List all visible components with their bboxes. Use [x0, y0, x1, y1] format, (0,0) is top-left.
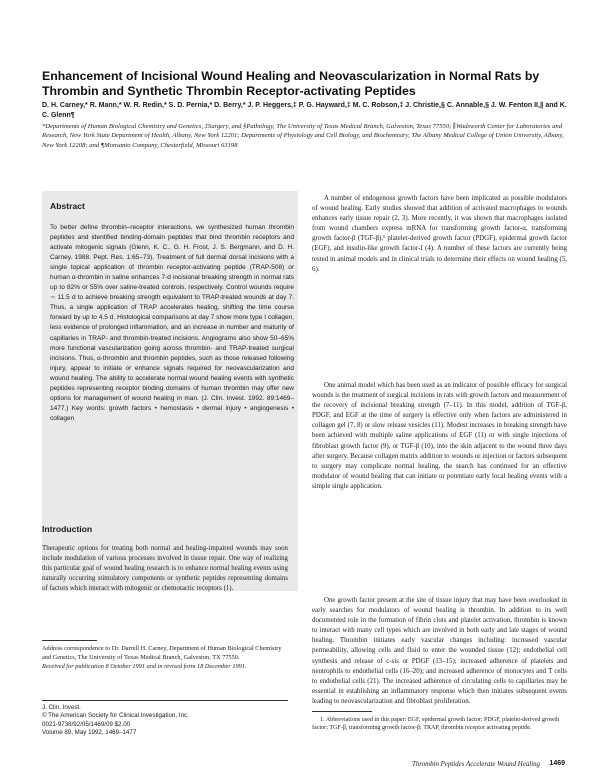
- right-paragraph-1: A number of endogenous growth factors have been implicated as possible modulators of wound healing. Early studies showed that addition of activated macrophages to wounds enhances early tissue repair (2, 3). More recently, it was shown that macrophages isolated from wound chambers express mRNA for transforming growth factor-α, transforming growth factor-β (TGF-β),¹ platelet-derived growth factor (PDGF), epidermal growth factor (EGF), and insulin-like growth factor-I (4). A number of these factors are currently being tested in animal models and in clinical trials to determine their effects on wound healing (5, 6).: [312, 195, 567, 273]
- volume-line: Volume 89, May 1992, 1469–1477: [42, 728, 137, 736]
- page-number: 1469: [549, 760, 565, 767]
- introduction-heading: Introduction: [42, 524, 93, 534]
- footnote-rule: [312, 711, 372, 712]
- running-title: Thrombin Peptides Accelerate Wound Healing: [412, 761, 540, 768]
- author-affiliations: *Departments of Human Biological Chemistry and Genetics, ‡Surgery, and §Pathology, The University of Texas Medical Branch, Galveston, Texas 77550; ∥Wadsworth Center for Laboratories and Research, New York State Department of Health, Albany, New York 12201; Departments of Physiology and Cell Biology, and Biochemistry, The Albany Medical College of Union University, Albany, New York 12208; and ¶Monsanto Company, Chesterfield, Missouri 63198: [42, 123, 564, 149]
- publication-info: [42, 704, 288, 737]
- journal-name: J. Clin. Invest.: [42, 704, 81, 711]
- received-date: Received for publication 8 October 1991 and in revised form 18 December 1991.: [42, 662, 247, 670]
- abstract-heading: Abstract: [50, 201, 85, 211]
- footnote: 1. Abbreviations used in this paper: EGF, epidermal growth factor; PDGF, platelet-derived growth factor; TGF-β, transforming growth factor-β; TRAP, thrombin receptor activating peptide.: [312, 717, 560, 732]
- address-text: Address correspondence to Dr. Darrell H. Carney, Department of Human Biological Chemistry and Genetics, The University of Texas Medical Branch, Galveston, TX 77550.: [42, 645, 282, 661]
- introduction-text: Therapeutic options for treating both normal and healing-impaired wounds may soon include modulation of various processes involved in tissue repair. One way of realizing this particular goal of wound healing research is to enhance normal healing events using naturally occurring stimulatory components or synthetic peptides representing domains of factors which interact with mitogenic or chemotactic receptors (1).: [42, 545, 288, 593]
- publication-rule: [42, 700, 288, 701]
- address-rule: [42, 640, 97, 641]
- issn-line: 0021-9738/92/05/1469/09 $2.00: [42, 720, 131, 728]
- abstract-text: To better define thrombin–receptor interactions, we synthesized human thrombin peptides and identified binding-domain peptides that bind thrombin receptors and activate mitogenic signals (Glenn, K. C., G. H. Frost, J. S. Bergmann, and D. H. Carney. 1988. Pept. Res. 1:65–73). Treatment of full dermal dorsal incisions with a single topical application of thrombin receptor-activating peptide (TRAP-508) or human α-thrombin in saline enhances 7-d incisional breaking strength in normal rats up to 82% or 55% over saline-treated controls, respectively. Control wounds require ∼ 11.5 d to achieve breaking strength equivalent to TRAP-treated wounds at day 7. Thus, a single application of TRAP accelerates healing, shifting the time course forward by up to 4.5 d. Histological comparisons at day 7 show more type I collagen, less evidence of prolonged inflammation, and an increase in number and maturity of capillaries in TRAP- and thrombin-treated incisions. Angiograms also show 50–65% more functional vascularization going across thrombin- and TRAP-treated surgical incisions. Thus, α-thrombin and thrombin peptides, such as those released following injury, appear to initiate or enhance signals required for neovascularization and wound healing. The ability to accelerate normal wound healing events with synthetic peptides representing receptor binding domains of human thrombin may offer new options for management of wound healing in man. (J. Clin. Invest. 1992. 89:1469–1477.) Key words: growth factors • hemostasis • dermal injury • angiogenesis • collagen: [50, 224, 294, 422]
- correspondence-address: [42, 645, 288, 671]
- copyright-line: © The American Society for Clinical Investigation, Inc.: [42, 712, 189, 720]
- right-paragraph-3: One growth factor present at the site of tissue injury that may have been overlooked in early searches for modulators of wound healing is thrombin. In addition to its well documented role in the formation of fibrin clots and platelet activation, thrombin is known to interact with many cell types which are involved in both early and late stages of wound healing. Thrombin initiates early vascular changes including: increased vascular permeability, allowing cells and fluid to enter the wounded tissue (12); endothelial cell synthesis and release of c-sis or PDGF (13–15); increased adherence of platelets and neutrophils to endothelial cells (16–20); and increased adherence of monocytes and T cells to endothelial cells (21). The increased adherence of circulating cells to capillaries may be essential in establishing an inflammatory response which then initiates subsequent events leading to neovascularization and fibroblast proliferation.: [312, 597, 567, 705]
- right-paragraph-2: One animal model which has been used as an indicator of possible efficacy for surgical wounds is the treatment of surgical incisions in rats with growth factors and measurement of the recovery of incisional breaking strength (7–11). In this model, addition of TGF-β, PDGF, and EGF at the time of surgery is effective only when factors are administered in collagen gel (7, 8) or slow release vesicles (11). Modest increases in breaking strength have been achieved with multiple saline applications of EGF (11) or with single injections of fibroblast growth factor (9), or TGF-β (10), into the skin adjacent to the wound three days after surgery. Because collagen matrix addition to wounds or injection or factors subsequent to surgery may complicate normal healing, the search has continued for an effective modulator of wound healing that can initiate or potentiate early local healing events with a simple single application.: [312, 382, 567, 490]
- article-title: Enhancement of Incisional Wound Healing and Neovascularization in Normal Rats by Thrombin and Synthetic Thrombin Receptor-activating Peptides: [42, 69, 540, 98]
- author-list: D. H. Carney,* R. Mann,* W. R. Redin,* S. D. Pernia,* D. Berry,* J. P. Heggers,‡ P. G. Hayward,‡ M. C. Robson,‡ J. Christie,§ C. Annable,§ J. W. Fenton II,∥ and K. C. Glenn¶: [42, 102, 567, 119]
